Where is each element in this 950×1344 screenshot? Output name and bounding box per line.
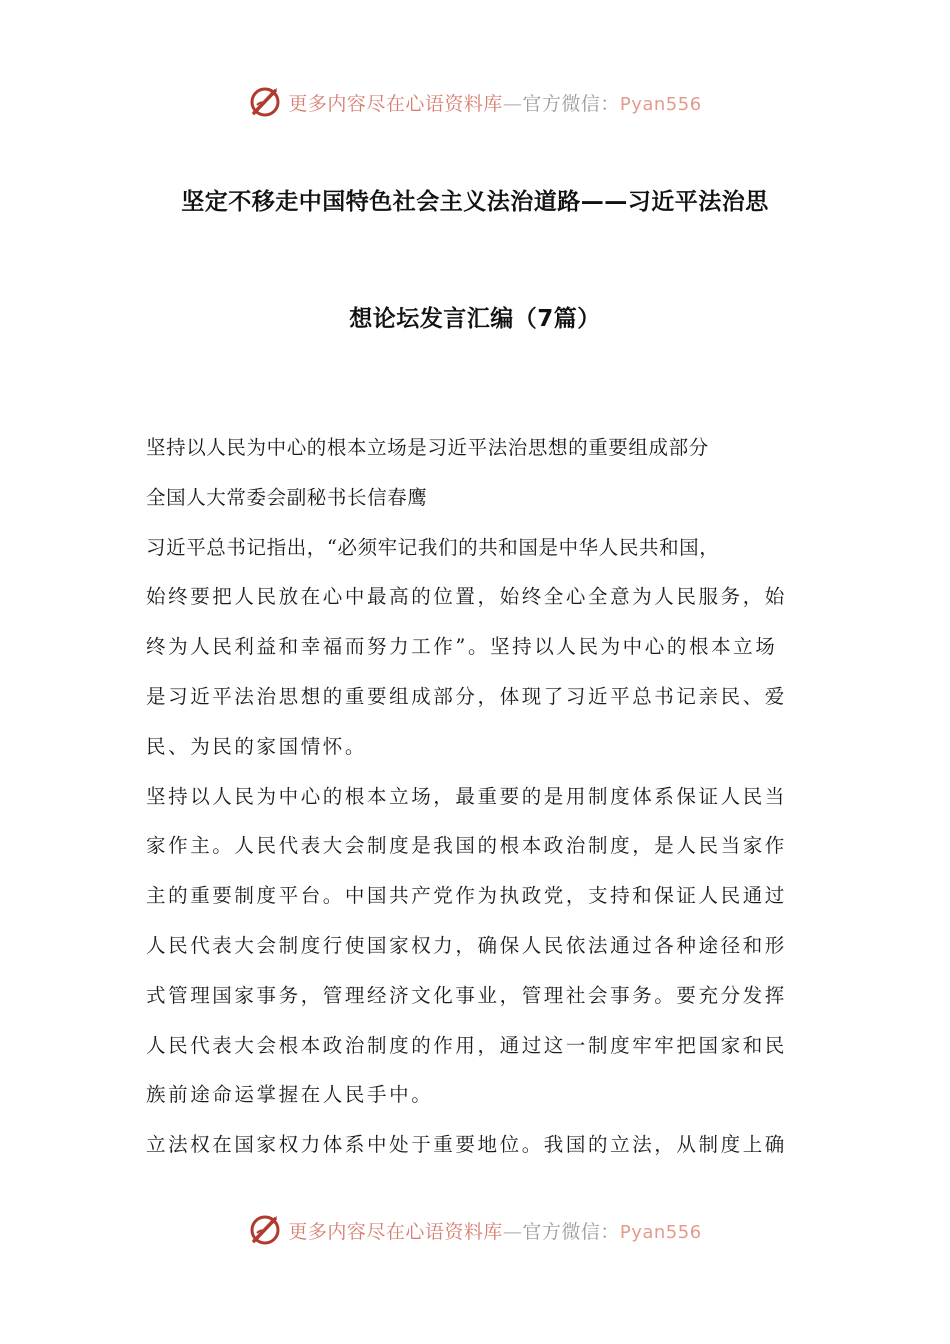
document-body bbox=[146, 423, 808, 1170]
banner-text bbox=[288, 1217, 701, 1244]
banner-dash: — bbox=[502, 92, 523, 115]
banner-wechat-id: Pyan556 bbox=[619, 1221, 702, 1243]
banner-dash: — bbox=[502, 1220, 523, 1243]
text-line: 坚持以人民为中心的根本立场是习近平法治思想的重要组成部分 bbox=[146, 436, 709, 459]
header-banner bbox=[0, 82, 950, 122]
text-line: 主的重要制度平台。中国共产党作为执政党，支持和保证人民通过 bbox=[146, 884, 787, 908]
text-line: 家作主。人民代表大会制度是我国的根本政治制度，是人民当家作 bbox=[146, 834, 787, 858]
banner-lead: 更多内容尽在心语资料库 bbox=[288, 92, 503, 115]
banner-wechat-label: 官方微信： bbox=[522, 92, 620, 115]
text-line: 是习近平法治思想的重要组成部分，体现了习近平总书记亲民、爱 bbox=[146, 684, 787, 708]
text-line: 民、为民的家国情怀。 bbox=[146, 734, 368, 758]
text-line: 习近平总书记指出，“必须牢记我们的共和国是中华人民共和国， bbox=[146, 535, 720, 559]
text-line: 终为人民利益和幸福而努力工作”。坚持以人民为中心的根本立场 bbox=[146, 635, 778, 659]
document-title-line-1: 坚定不移走中国特色社会主义法治道路——习近平法治思 bbox=[181, 189, 769, 215]
pen-logo-icon bbox=[248, 85, 282, 119]
pen-logo-icon bbox=[248, 1213, 282, 1247]
footer-banner bbox=[0, 1210, 950, 1250]
text-line: 人民代表大会制度行使国家权力，确保人民依法通过各种途径和形 bbox=[146, 933, 787, 957]
banner-lead: 更多内容尽在心语资料库 bbox=[288, 1220, 503, 1243]
text-line: 全国人大常委会副秘书长信春鹰 bbox=[146, 485, 428, 509]
text-line: 族前途命运掌握在人民手中。 bbox=[146, 1083, 434, 1107]
document-title-line-2: 想论坛发言汇编（7篇） bbox=[349, 306, 601, 332]
text-line: 立法权在国家权力体系中处于重要地位。我国的立法，从制度上确 bbox=[146, 1133, 787, 1157]
banner-wechat-id: Pyan556 bbox=[619, 93, 702, 115]
text-line: 始终要把人民放在心中最高的位置，始终全心全意为人民服务，始 bbox=[146, 585, 787, 609]
text-line: 式管理国家事务，管理经济文化事业，管理社会事务。要充分发挥 bbox=[146, 983, 787, 1007]
text-line: 人民代表大会根本政治制度的作用，通过这一制度牢牢把国家和民 bbox=[146, 1033, 787, 1057]
banner-wechat-label: 官方微信： bbox=[522, 1220, 620, 1243]
banner-text bbox=[288, 89, 701, 116]
text-line: 坚持以人民为中心的根本立场，最重要的是用制度体系保证人民当 bbox=[146, 784, 787, 808]
